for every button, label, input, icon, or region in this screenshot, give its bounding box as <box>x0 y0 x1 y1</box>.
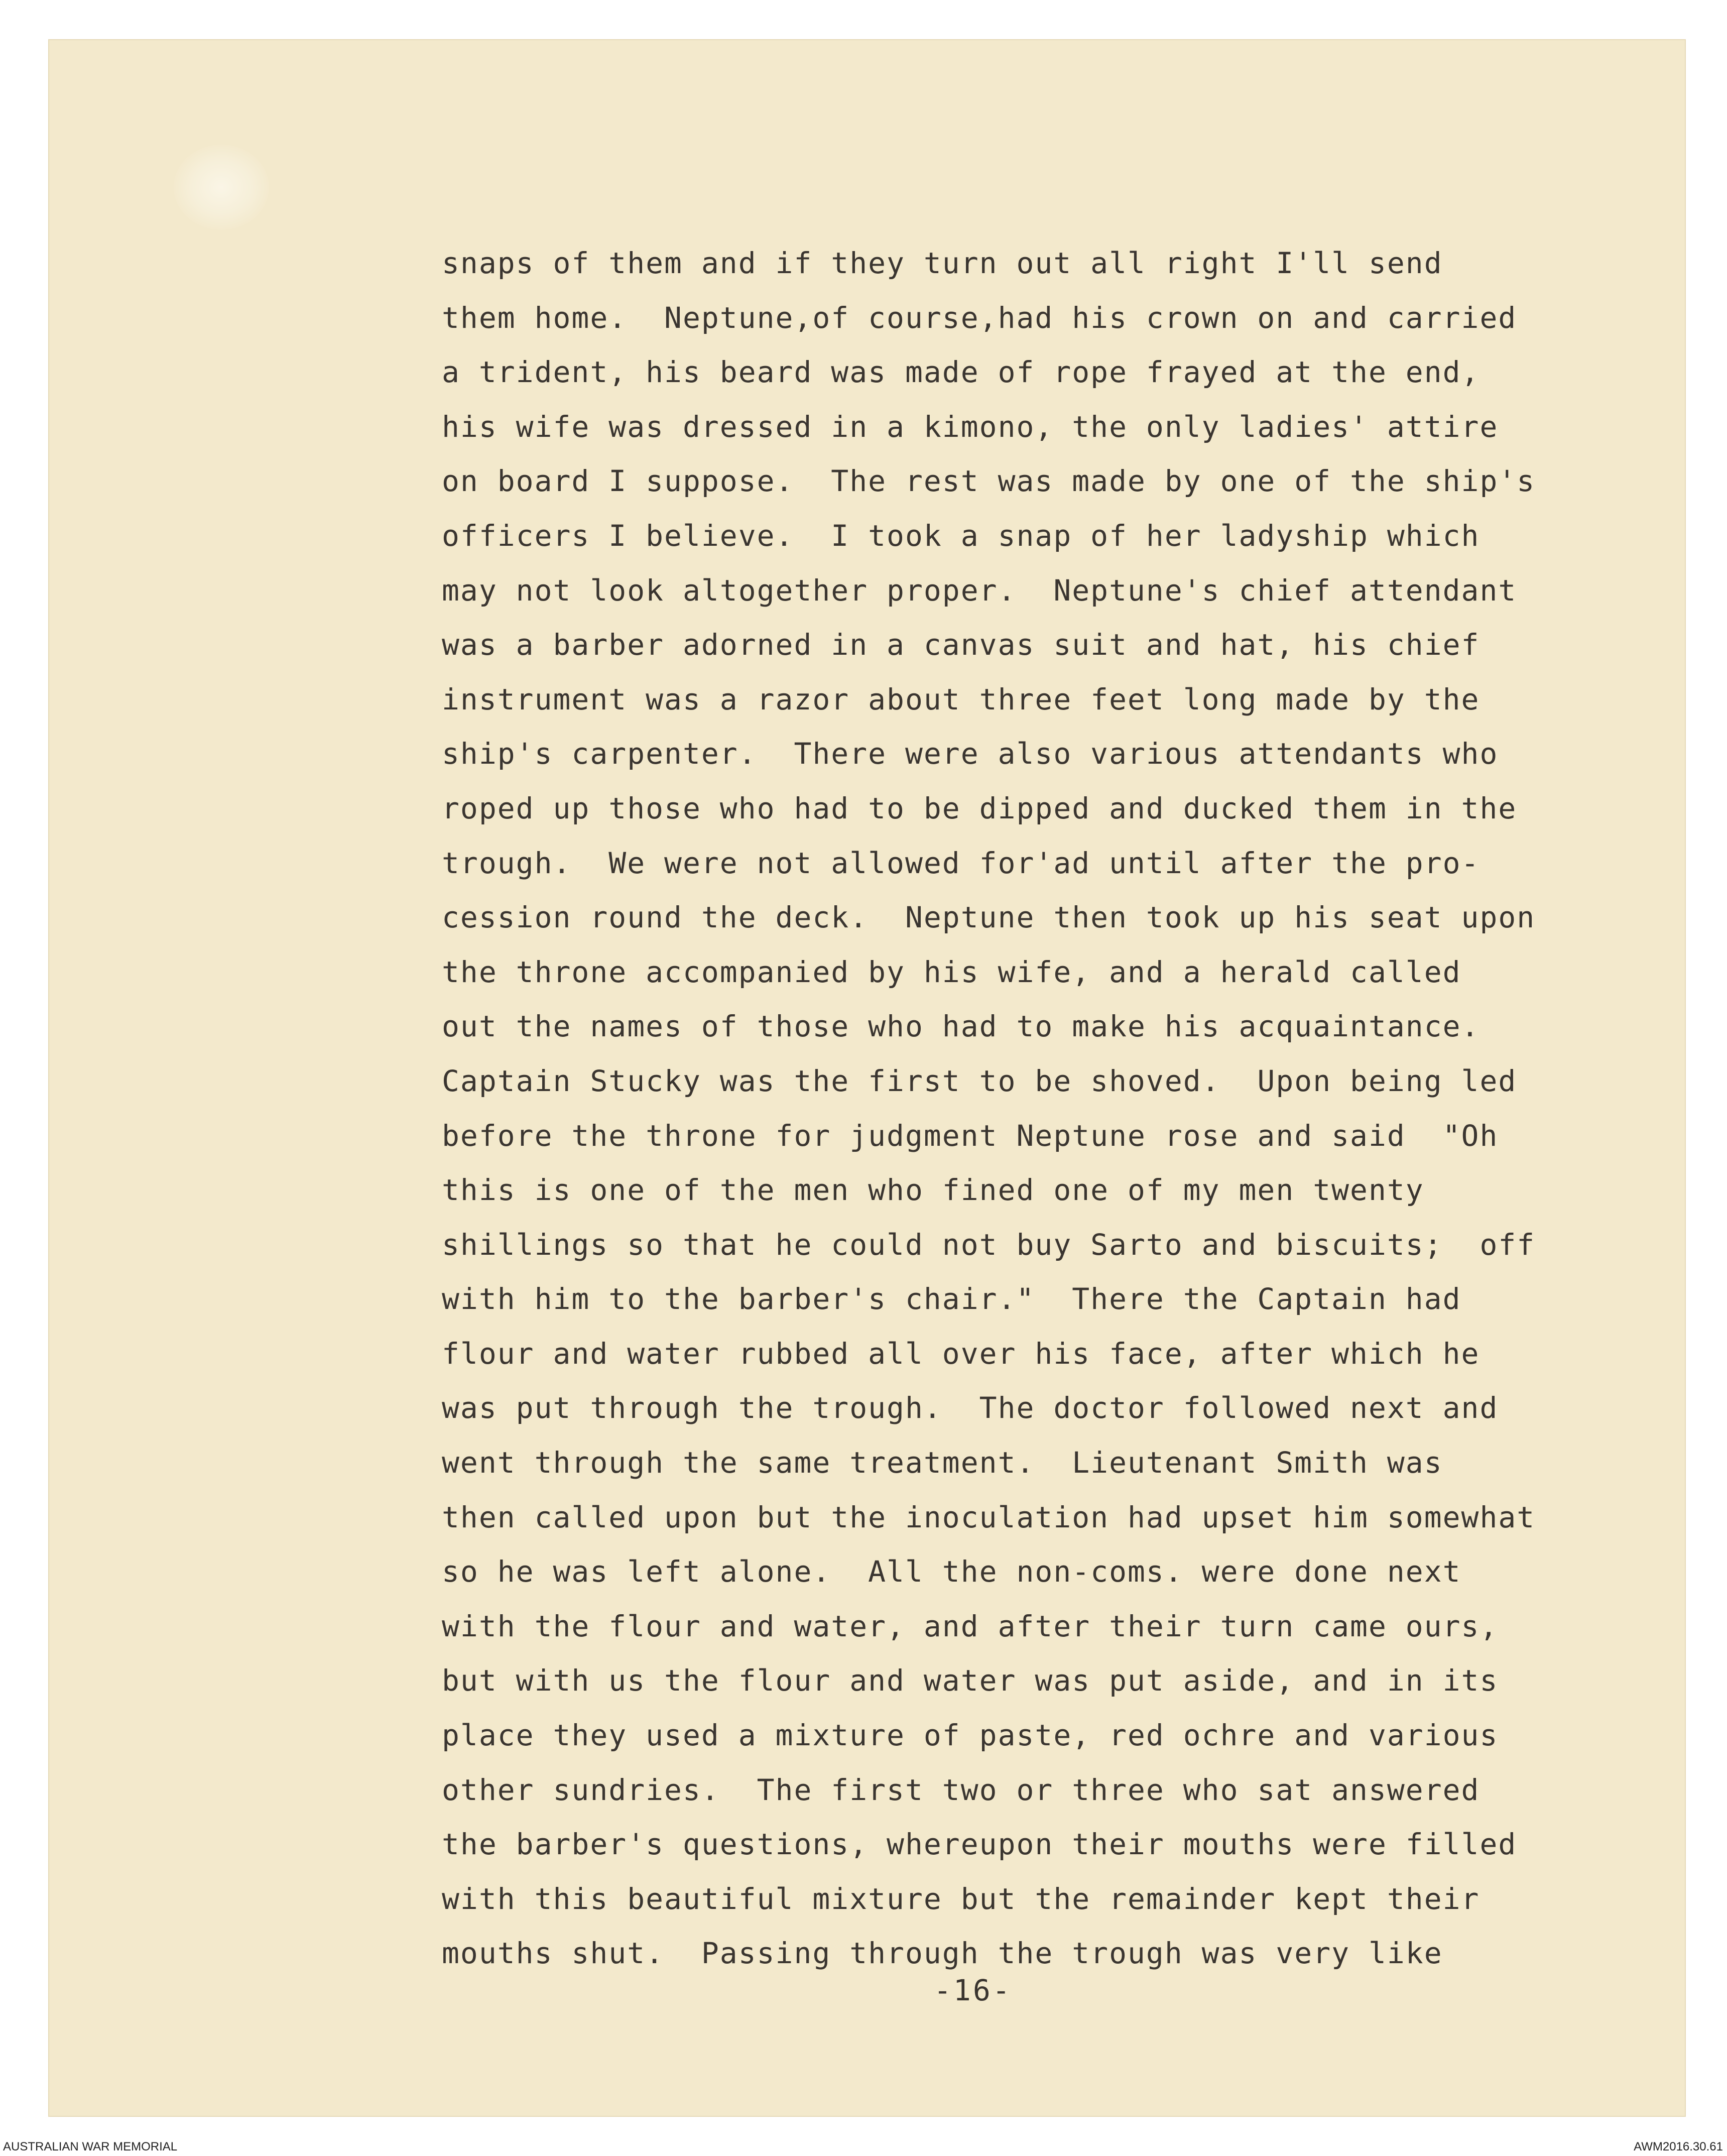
text-line: them home. Neptune,of course,had his crown on and carried <box>442 300 1517 335</box>
text-line: then called upon but the inoculation had upset him somewhat <box>442 1500 1536 1534</box>
text-line: this is one of the men who fined one of my men twenty <box>442 1173 1424 1208</box>
text-line: went through the same treatment. Lieutenant Smith was <box>442 1446 1443 1480</box>
paper-stain <box>174 145 269 230</box>
text-line: shillings so that he could not buy Sarto and biscuits; off <box>442 1227 1536 1262</box>
text-line: roped up those who had to be dipped and ducked them in the <box>442 791 1517 825</box>
text-line: snaps of them and if they turn out all right I'll send <box>442 246 1443 280</box>
text-line: but with us the flour and water was put aside, and in its <box>442 1663 1499 1698</box>
text-line: ship's carpenter. There were also various attendants who <box>442 737 1499 771</box>
text-line: his wife was dressed in a kimono, the only ladies' attire <box>442 409 1499 444</box>
text-line: on board I suppose. The rest was made by one of the ship's <box>442 464 1536 499</box>
text-line: instrument was a razor about three feet long made by the <box>442 682 1480 716</box>
footer-source-label: AUSTRALIAN WAR MEMORIAL <box>3 2140 178 2153</box>
text-line: cession round the deck. Neptune then took up his seat upon <box>442 900 1536 935</box>
text-line: was put through the trough. The doctor followed next and <box>442 1391 1499 1425</box>
text-line: with this beautiful mixture but the remainder kept their <box>442 1881 1480 1916</box>
text-line: trough. We were not allowed for'ad until after the pro- <box>442 846 1480 880</box>
text-line: Captain Stucky was the first to be shoved. Upon being led <box>442 1063 1517 1098</box>
text-line: the barber's questions, whereupon their mouths were filled <box>442 1827 1517 1862</box>
text-line: the throne accompanied by his wife, and a herald called <box>442 954 1461 989</box>
text-line: flour and water rubbed all over his face, after which he <box>442 1336 1480 1371</box>
text-line: may not look altogether proper. Neptune's chief attendant <box>442 573 1517 608</box>
text-line: mouths shut. Passing through the trough was very like <box>442 1936 1443 1971</box>
text-line: a trident, his beard was made of rope frayed at the end, <box>442 355 1480 390</box>
text-line: with the flour and water, and after their turn came ours, <box>442 1609 1499 1643</box>
typed-text-body <box>442 236 1677 1981</box>
page-number: -16- <box>934 1973 1012 2007</box>
text-line: place they used a mixture of paste, red ochre and various <box>442 1718 1499 1753</box>
text-line: officers I believe. I took a snap of her ladyship which <box>442 518 1480 553</box>
text-line: out the names of those who had to make his acquaintance. <box>442 1009 1480 1044</box>
text-line: with him to the barber's chair." There the Captain had <box>442 1282 1461 1316</box>
text-line: so he was left alone. All the non-coms. were done next <box>442 1554 1461 1589</box>
footer-catalogue-id: AWM2016.30.61 <box>1634 2140 1723 2153</box>
text-line: before the throne for judgment Neptune rose and said "Oh <box>442 1118 1499 1153</box>
text-line: was a barber adorned in a canvas suit and hat, his chief <box>442 628 1480 662</box>
text-line: other sundries. The first two or three who sat answered <box>442 1772 1480 1807</box>
